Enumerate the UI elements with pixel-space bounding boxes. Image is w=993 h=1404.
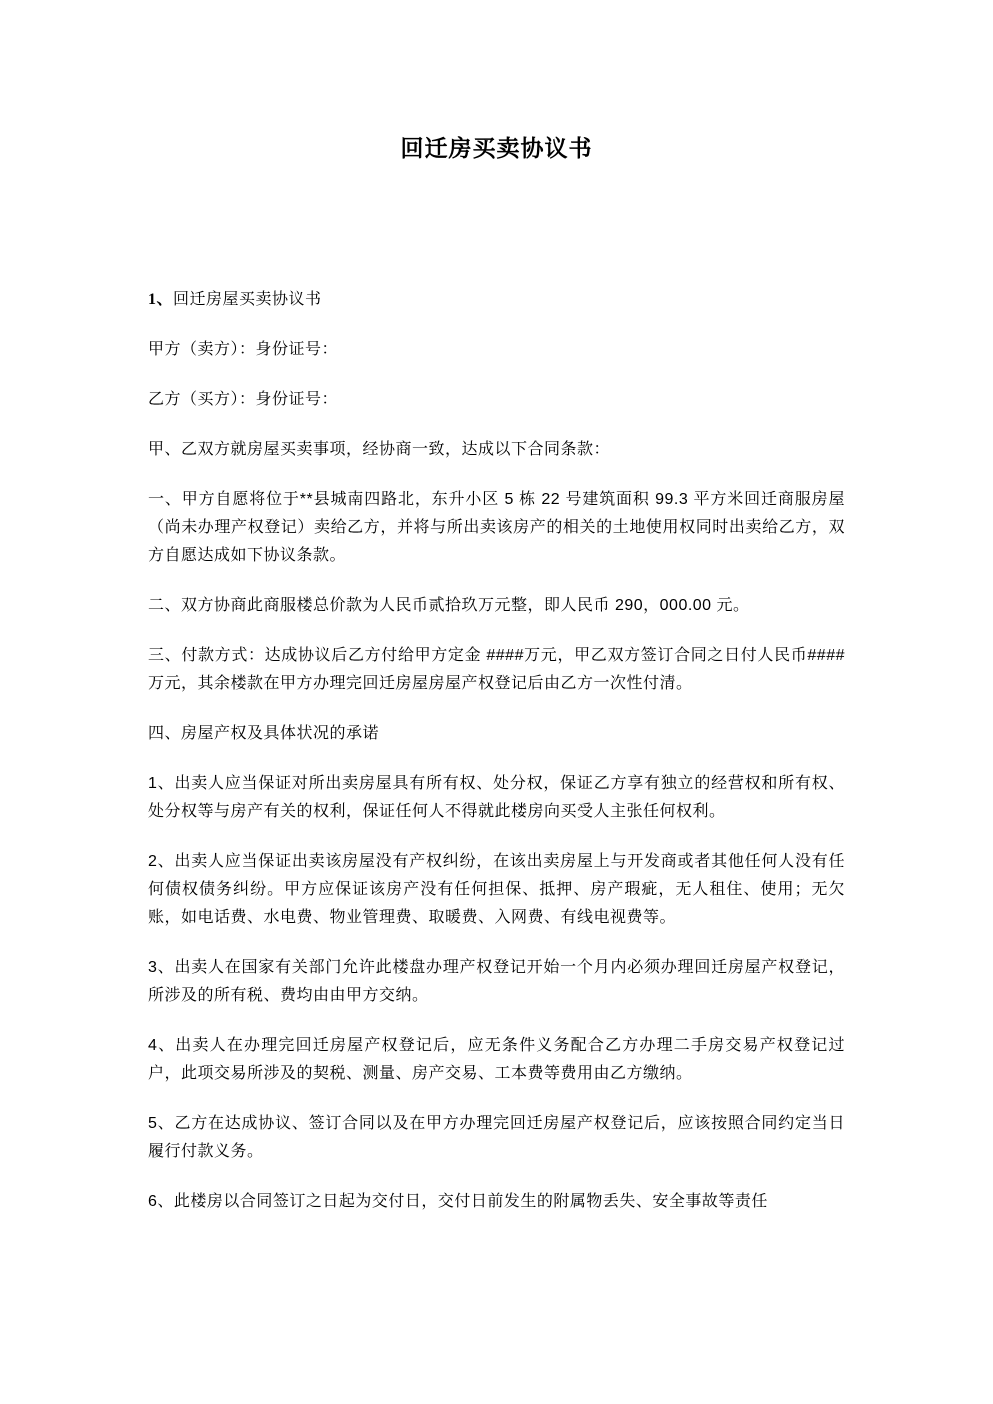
clause-4-heading: 四、房屋产权及具体状况的承诺: [148, 725, 380, 742]
clause-1-paragraph: 一、甲方自愿将位于**县城南四路北，东升小区 5 栋 22 号建筑面积 99.3 平方米回迁商服房屋（尚未办理产权登记）卖给乙方，并将与所出卖该房产的相关的土地使用权同时出卖给乙方，双方自愿达成如下协议条款。: [148, 491, 845, 564]
section-heading: [148, 286, 845, 314]
clause-4-item-5: 5、乙方在达成协议、签订合同以及在甲方办理完回迁房屋产权登记后，应该按照合同约定当日履行付款义务。: [148, 1115, 845, 1160]
heading-number: 1、: [148, 291, 174, 308]
clause-4-item-4: 4、出卖人在办理完回迁房屋产权登记后，应无条件义务配合乙方办理二手房交易产权登记过户，此项交易所涉及的契税、测量、房产交易、工本费等费用由乙方缴纳。: [148, 1037, 845, 1082]
preamble-paragraph: 甲、乙双方就房屋买卖事项，经协商一致，达成以下合同条款：: [148, 441, 611, 458]
heading-text: 回迁房屋买卖协议书: [173, 291, 322, 308]
clause-4-item-3: 3、出卖人在国家有关部门允许此楼盘办理产权登记开始一个月内必须办理回迁房屋产权登记，所涉及的所有税、费均由由甲方交纳。: [148, 959, 845, 1004]
clause-2-paragraph: 二、双方协商此商服楼总价款为人民币贰拾玖万元整，即人民币 290，000.00 元。: [148, 597, 750, 614]
clause-4-item-6: 6、此楼房以合同签订之日起为交付日，交付日前发生的附属物丢失、安全事故等责任: [148, 1193, 768, 1210]
party-a-line: 甲方（卖方）：身份证号：: [148, 341, 339, 358]
document-title: 回迁房买卖协议书: [400, 135, 593, 161]
clause-4-item-1: 1、出卖人应当保证对所出卖房屋具有所有权、处分权，保证乙方享有独立的经营权和所有权、处分权等与房产有关的权利，保证任何人不得就此楼房向买受人主张任何权利。: [148, 775, 845, 820]
clause-4-item-2: 2、出卖人应当保证出卖该房屋没有产权纠纷，在该出卖房屋上与开发商或者其他任何人没有任何债权债务纠纷。甲方应保证该房产没有任何担保、抵押、房产瑕疵，无人租住、使用；无欠账，如电话费、水电费、物业管理费、取暖费、入网费、有线电视费等。: [148, 853, 845, 926]
clause-3-paragraph: 三、付款方式：达成协议后乙方付给甲方定金 ####万元，甲乙双方签订合同之日付人民币####万元，其余楼款在甲方办理完回迁房屋房屋产权登记后由乙方一次性付清。: [148, 647, 845, 692]
party-b-line: 乙方（买方）：身份证号：: [148, 391, 339, 408]
